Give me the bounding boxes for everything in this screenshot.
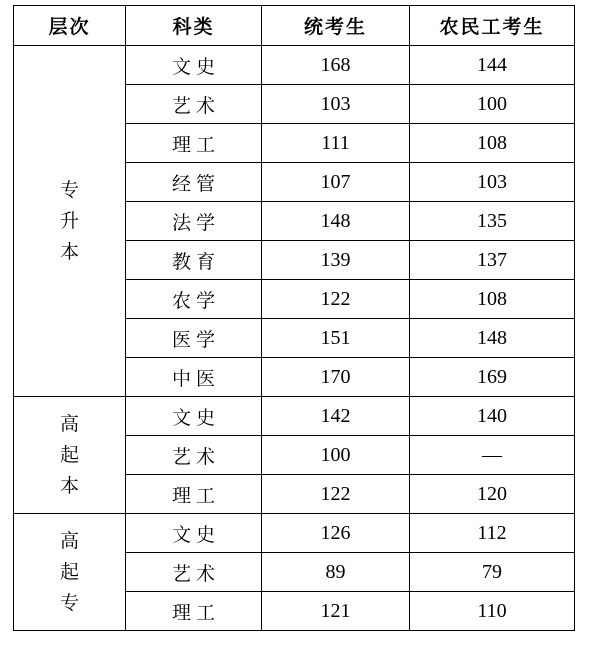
migrant-score-cell: 169 xyxy=(410,358,575,397)
regular-score-cell: 170 xyxy=(262,358,410,397)
regular-score-cell: 122 xyxy=(262,280,410,319)
regular-score-cell: 142 xyxy=(262,397,410,436)
subject-cell: 法学 xyxy=(126,202,262,241)
migrant-score-cell: 103 xyxy=(410,163,575,202)
level-cell xyxy=(14,514,126,631)
migrant-score-cell: 110 xyxy=(410,592,575,631)
table-row xyxy=(14,514,575,553)
table-body xyxy=(14,46,575,631)
header-regular: 统考生 xyxy=(262,6,410,46)
header-migrant: 农民工考生 xyxy=(410,6,575,46)
subject-cell: 经管 xyxy=(126,163,262,202)
migrant-score-cell: 100 xyxy=(410,85,575,124)
table-header xyxy=(14,6,575,46)
subject-cell: 理工 xyxy=(126,124,262,163)
regular-score-cell: 107 xyxy=(262,163,410,202)
regular-score-cell: 148 xyxy=(262,202,410,241)
subject-cell: 艺术 xyxy=(126,436,262,475)
regular-score-cell: 100 xyxy=(262,436,410,475)
table-row xyxy=(14,46,575,85)
regular-score-cell: 111 xyxy=(262,124,410,163)
regular-score-cell: 126 xyxy=(262,514,410,553)
migrant-score-cell: 108 xyxy=(410,124,575,163)
level-cell xyxy=(14,46,126,397)
level-label: 专 升 本 xyxy=(59,178,79,263)
regular-score-cell: 89 xyxy=(262,553,410,592)
migrant-score-cell: 108 xyxy=(410,280,575,319)
migrant-score-cell: 112 xyxy=(410,514,575,553)
subject-cell: 教育 xyxy=(126,241,262,280)
migrant-score-cell: 148 xyxy=(410,319,575,358)
subject-cell: 理工 xyxy=(126,592,262,631)
subject-cell: 中医 xyxy=(126,358,262,397)
subject-cell: 艺术 xyxy=(126,85,262,124)
header-row xyxy=(14,6,575,46)
migrant-score-cell: — xyxy=(410,436,575,475)
migrant-score-cell: 79 xyxy=(410,553,575,592)
header-level: 层次 xyxy=(14,6,126,46)
migrant-score-cell: 120 xyxy=(410,475,575,514)
table-row xyxy=(14,397,575,436)
regular-score-cell: 121 xyxy=(262,592,410,631)
header-subject: 科类 xyxy=(126,6,262,46)
subject-cell: 文史 xyxy=(126,46,262,85)
subject-cell: 艺术 xyxy=(126,553,262,592)
level-label: 高 起 专 xyxy=(59,529,79,614)
migrant-score-cell: 135 xyxy=(410,202,575,241)
migrant-score-cell: 140 xyxy=(410,397,575,436)
level-label: 高 起 本 xyxy=(59,412,79,497)
regular-score-cell: 122 xyxy=(262,475,410,514)
migrant-score-cell: 144 xyxy=(410,46,575,85)
subject-cell: 农学 xyxy=(126,280,262,319)
migrant-score-cell: 137 xyxy=(410,241,575,280)
score-table xyxy=(13,5,575,631)
regular-score-cell: 103 xyxy=(262,85,410,124)
regular-score-cell: 139 xyxy=(262,241,410,280)
regular-score-cell: 168 xyxy=(262,46,410,85)
regular-score-cell: 151 xyxy=(262,319,410,358)
subject-cell: 文史 xyxy=(126,397,262,436)
subject-cell: 文史 xyxy=(126,514,262,553)
subject-cell: 理工 xyxy=(126,475,262,514)
subject-cell: 医学 xyxy=(126,319,262,358)
level-cell xyxy=(14,397,126,514)
